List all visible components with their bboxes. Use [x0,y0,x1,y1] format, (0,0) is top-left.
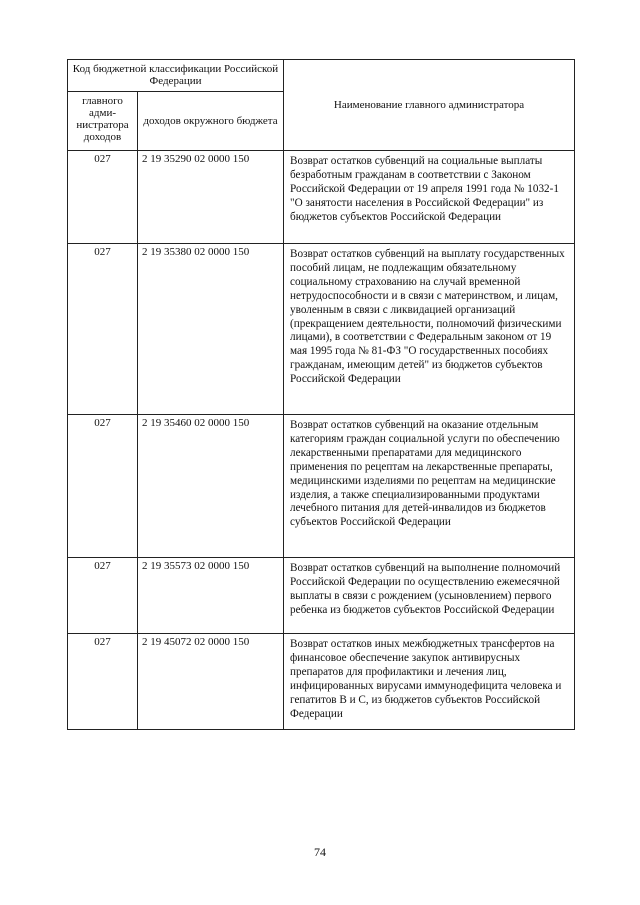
table-row [68,151,575,244]
administrator-name-cell: Возврат остатков субвенций на социальные выплаты безработным гражданам в соответствии с Законом Российской Федерации от 19 апреля 1991 года № 1032-1 "О занятости населения в Российской Федерации" из бюджетов субъектов Российской Федерации [284,151,575,244]
revenue-code-cell: 2 19 35573 02 0000 150 [138,558,284,634]
page-number: 74 [314,845,326,859]
table-row [68,415,575,558]
table-row [68,634,575,730]
administrator-name-cell: Возврат остатков субвенций на оказание отдельным категориям граждан социальной услуги по обеспечению лекарственными препаратами для медицинского применения по рецептам на лекарственные препараты, медицинскими изделиями по рецептам на медицинские изделия, а также специализированными продуктами лечебного питания для детей-инвалидов из бюджетов субъектов Российской Федерации [284,415,575,558]
header-kbk: Код бюджетной классификации Российской Федерации [68,60,284,92]
revenue-code-cell: 2 19 45072 02 0000 150 [138,634,284,730]
administrator-name-cell: Возврат остатков субвенций на выполнение полномочий Российской Федерации по осуществлению ежемесячной выплаты в связи с рождением (усыновлением) первого ребенка из бюджетов субъектов Российской Федерации [284,558,575,634]
administrator-name-cell: Возврат остатков иных межбюджетных трансфертов на финансовое обеспечение закупок антивирусных препаратов для профилактики и лечения лиц, инфицированных вирусами иммунодефицита человека и гепатитов B и C, из бюджетов субъектов Российской Федерации [284,634,575,730]
admin-code-cell: 027 [68,244,138,415]
revenue-code-cell: 2 19 35290 02 0000 150 [138,151,284,244]
header-district-budget: доходов окружного бюджета [138,92,284,151]
header-row-top [68,60,575,92]
table-row [68,558,575,634]
header-main-administrator: главного адми-нистратора доходов [68,92,138,151]
header-administrator-name: Наименование главного администратора [284,60,575,151]
revenue-code-cell: 2 19 35460 02 0000 150 [138,415,284,558]
admin-code-cell: 027 [68,151,138,244]
administrator-name-cell: Возврат остатков субвенций на выплату государственных пособий лицам, не подлежащим обязательному социальному страхованию на случай временной нетрудоспособности и в связи с материнством, и лицам, уволенным в связи с ликвидацией организаций (прекращением деятельности, полномочий физическими лицами), в соответствии с Федеральным законом от 19 мая 1995 года № 81-ФЗ "О государственных пособиях гражданам, имеющим детей" из бюджетов субъектов Российской Федерации [284,244,575,415]
budget-classification-table [67,59,575,730]
admin-code-cell: 027 [68,415,138,558]
revenue-code-cell: 2 19 35380 02 0000 150 [138,244,284,415]
admin-code-cell: 027 [68,634,138,730]
admin-code-cell: 027 [68,558,138,634]
table-row [68,244,575,415]
